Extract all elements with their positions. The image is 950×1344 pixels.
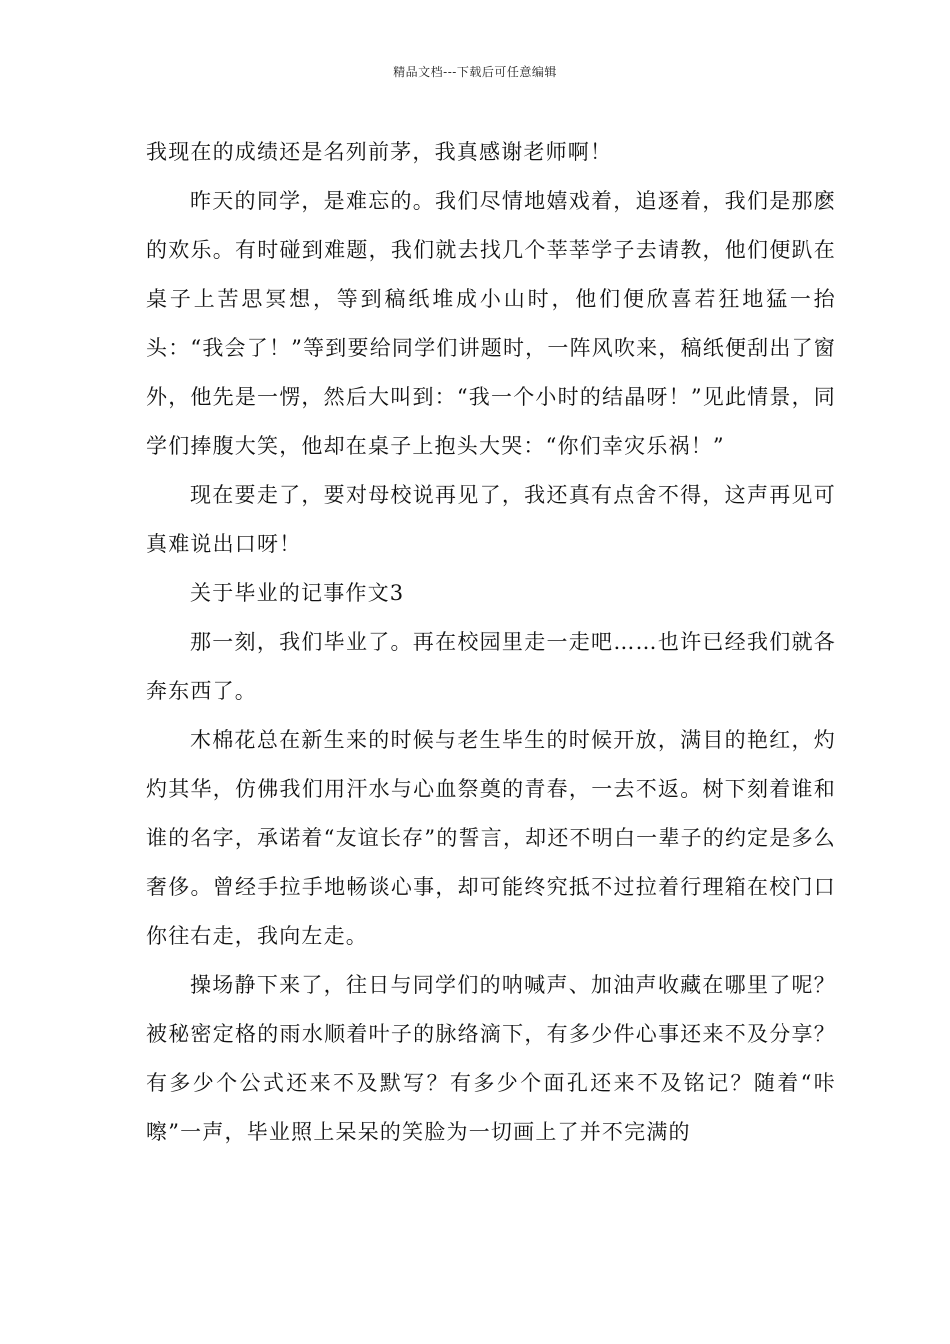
paragraph: 操场静下来了，往日与同学们的呐喊声、加油声收藏在哪里了呢？被秘密定格的雨水顺着叶子的脉络滴下，有多少件心事还来不及分享？有多少个公式还来不及默写？有多少个面孔还来不及铭记？随着“咔嚓”一声，毕业照上呆呆的笑脸为一切画上了并不完满的 — [146, 973, 836, 1144]
page-header: 精品文档---下载后可任意编辑 — [393, 65, 557, 79]
paragraph: 木棉花总在新生来的时候与老生毕生的时候开放，满目的艳红，灼灼其华，仿佛我们用汗水与心血祭奠的青春，一去不返。树下刻着谁和谁的名字，承诺着“友谊长存”的誓言，却还不明白一辈子的约定是多么奢侈。曾经手拉手地畅谈心事，却可能终究抵不过拉着行理箱在校门口你往右走，我向左走。 — [146, 728, 836, 948]
paragraph: 我现在的成绩还是名列前茅，我真感谢老师啊！ — [146, 140, 613, 164]
paragraph: 那一刻，我们毕业了。再在校园里走一走吧……也许已经我们就各奔东西了。 — [146, 630, 836, 703]
section-heading: 关于毕业的记事作文3 — [190, 581, 405, 605]
paragraph: 昨天的同学，是难忘的。我们尽情地嬉戏着，追逐着，我们是那麽的欢乐。有时碰到难题，我们就去找几个莘莘学子去请教，他们便趴在桌子上苦思冥想，等到稿纸堆成小山时，他们便欣喜若狂地猛一抬头：“我会了！”等到要给同学们讲题时，一阵风吹来，稿纸便刮出了窗外，他先是一愣，然后大叫到：“我一个小时的结晶呀！”见此情景，同学们捧腹大笑，他却在桌子上抱头大哭：“你们幸灾乐祸！” — [146, 189, 836, 458]
document-body — [146, 128, 836, 1157]
paragraph: 现在要走了，要对母校说再见了，我还真有点舍不得，这声再见可真难说出口呀！ — [146, 483, 836, 556]
